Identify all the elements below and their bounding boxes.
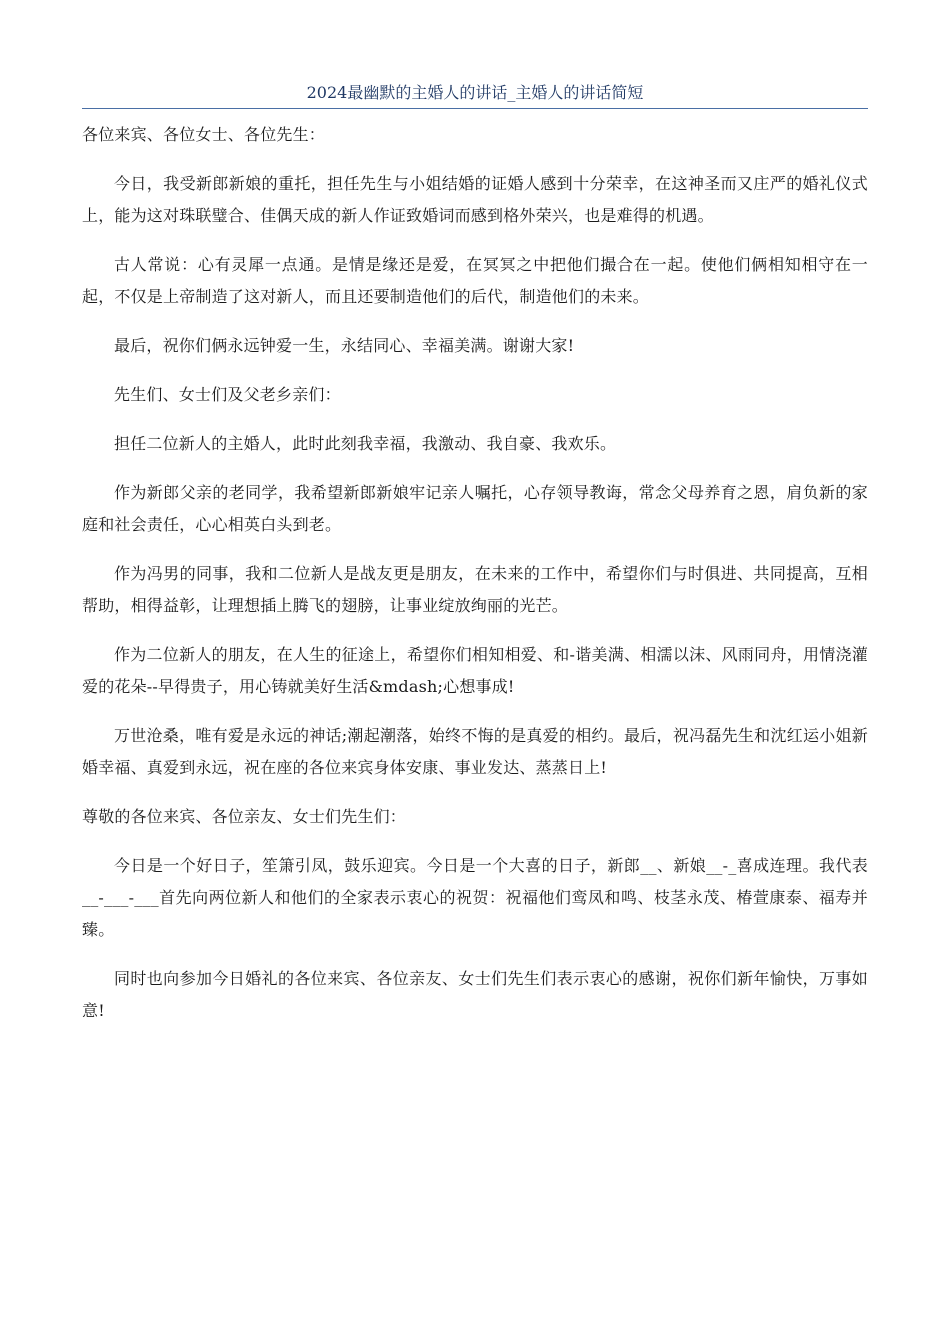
paragraph: 作为二位新人的朋友，在人生的征途上，希望你们相知相爱、和-谐美满、相濡以沫、风雨同舟，用情浇灌爱的花朵--早得贵子，用心铸就美好生活&mdash;心想事成! (82, 645, 868, 696)
paragraph: 万世沧桑，唯有爱是永远的神话;潮起潮落，始终不悔的是真爱的相约。最后，祝冯磊先生和沈红运小姐新婚幸福、真爱到永远，祝在座的各位来宾身体安康、事业发达、蒸蒸日上! (82, 726, 868, 777)
document-page (82, 80, 868, 1044)
paragraph: 尊敬的各位来宾、各位亲友、女士们先生们： (82, 807, 407, 826)
paragraph: 先生们、女士们及父老乡亲们： (114, 385, 341, 404)
page-title: 2024最幽默的主婚人的讲话_主婚人的讲话简短 (82, 80, 868, 109)
paragraph: 各位来宾、各位女士、各位先生： (82, 125, 326, 144)
paragraph: 作为新郎父亲的老同学，我希望新郎新娘牢记亲人嘱托，心存领导教诲，常念父母养育之恩，肩负新的家庭和社会责任，心心相英白头到老。 (82, 483, 868, 534)
paragraph: 今日是一个好日子，笙箫引凤，鼓乐迎宾。今日是一个大喜的日子，新郎__、新娘__-_喜成连理。我代表__-___-___首先向两位新人和他们的全家表示衷心的祝贺：祝福他们鸾凤和鸣、枝茎永茂、椿萱康泰、福寿并臻。 (82, 856, 868, 939)
paragraph: 同时也向参加今日婚礼的各位来宾、各位亲友、女士们先生们表示衷心的感谢，祝你们新年愉快，万事如意! (82, 969, 868, 1020)
paragraph: 最后，祝你们俩永远钟爱一生，永结同心、幸福美满。谢谢大家! (114, 336, 575, 355)
paragraph: 作为冯男的同事，我和二位新人是战友更是朋友，在未来的工作中，希望你们与时俱进、共同提高，互相帮助，相得益彰，让理想插上腾飞的翅膀，让事业绽放绚丽的光芒。 (82, 564, 868, 615)
paragraph: 担任二位新人的主婚人，此时此刻我幸福，我激动、我自豪、我欢乐。 (114, 434, 617, 453)
paragraph: 今日，我受新郎新娘的重托，担任先生与小姐结婚的证婚人感到十分荣幸，在这神圣而又庄严的婚礼仪式上，能为这对珠联璧合、佳偶天成的新人作证致婚词而感到格外荣兴，也是难得的机遇。 (82, 174, 868, 225)
document-body (82, 119, 868, 1027)
paragraph: 古人常说：心有灵犀一点通。是情是缘还是爱，在冥冥之中把他们撮合在一起。使他们俩相知相守在一起，不仅是上帝制造了这对新人，而且还要制造他们的后代，制造他们的未来。 (82, 255, 868, 306)
